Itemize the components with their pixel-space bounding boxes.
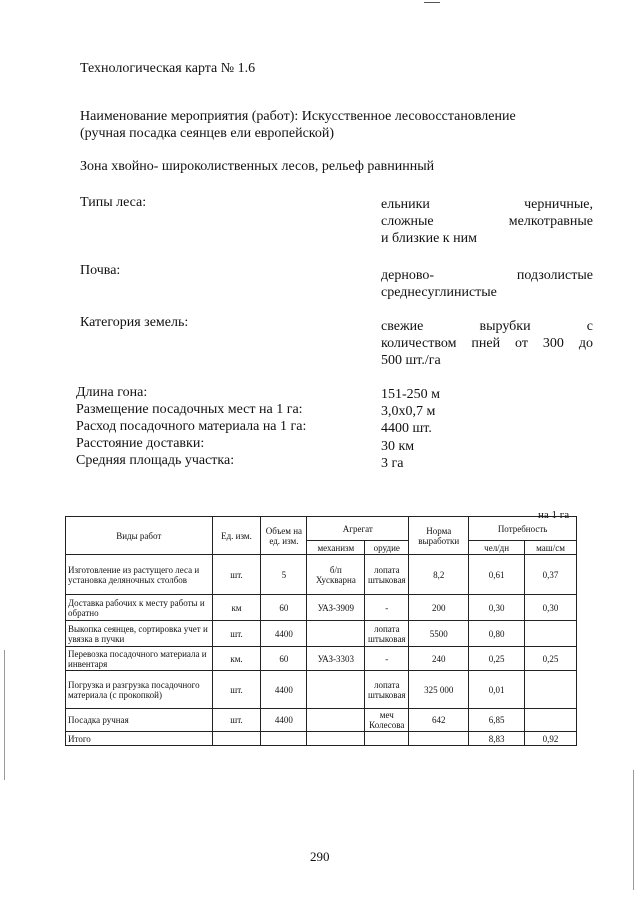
cell-empty (409, 732, 469, 746)
soil-line-1: дерново- подзолистые (381, 268, 593, 283)
document-title: Технологическая карта № 1.6 (80, 61, 256, 76)
cell-machine-shifts (525, 621, 577, 647)
soil-label: Почва: (80, 263, 121, 278)
cell-mechanism: УАЗ-3909 (307, 595, 365, 621)
forest-types-line-2: сложные мелкотравные (381, 214, 593, 229)
scan-mark-left (4, 650, 5, 780)
forest-types-label: Типы леса: (80, 195, 147, 210)
cell-empty (307, 732, 365, 746)
param-label-area: Средняя площадь участка: (76, 453, 235, 468)
param-value-consumption: 4400 шт. (381, 421, 432, 436)
cell-mechanism (307, 621, 365, 647)
cell-tool: - (365, 647, 409, 671)
cell-man-days: 0,30 (469, 595, 525, 621)
table-total-row (66, 732, 577, 746)
cell-mechanism (307, 709, 365, 732)
cell-mechanism: УАЗ-3303 (307, 647, 365, 671)
cell-man-days: 0,61 (469, 555, 525, 595)
cell-man-days: 0,80 (469, 621, 525, 647)
cell-volume: 4400 (261, 709, 307, 732)
cell-empty (212, 732, 261, 746)
soil-line-2: среднесуглинистые (381, 285, 497, 300)
cell-man-days: 0,01 (469, 671, 525, 709)
land-category-line-3: 500 шт./га (381, 353, 441, 368)
activity-line-1: Наименование мероприятия (работ): Искусственное лесовосстановление (80, 109, 516, 124)
header-volume: Объем на ед. изм. (261, 517, 307, 555)
cell-volume: 5 (261, 555, 307, 595)
cell-unit: шт. (212, 621, 261, 647)
table-unit-note: на 1 га (538, 509, 570, 521)
cell-tool: меч Колесова (365, 709, 409, 732)
header-norm: Норма выработки (409, 517, 469, 555)
cell-work: Выкопка сеянцев, сортировка учет и увязка в пучки (66, 621, 213, 647)
cell-volume: 4400 (261, 621, 307, 647)
header-mechanism: механизм (307, 541, 365, 555)
forest-types-line-3: и близкие к ним (381, 231, 477, 246)
scan-mark-top (424, 2, 440, 3)
table-row (66, 621, 577, 647)
forest-types-line-1: ельники черничные, (381, 197, 593, 212)
cell-volume: 4400 (261, 671, 307, 709)
cell-unit: км (212, 595, 261, 621)
cell-empty (261, 732, 307, 746)
table-row (66, 555, 577, 595)
cell-work: Доставка рабочих к месту работы и обратно (66, 595, 213, 621)
page-number: 290 (310, 849, 330, 864)
cell-unit: шт. (212, 671, 261, 709)
cell-norm: 240 (409, 647, 469, 671)
cell-tool: лопата штыковая (365, 555, 409, 595)
cell-volume: 60 (261, 647, 307, 671)
header-tool: орудие (365, 541, 409, 555)
cell-machine-shifts (525, 671, 577, 709)
cell-work: Погрузка и разгрузка посадочного материала (с прокопкой) (66, 671, 213, 709)
cell-norm: 8,2 (409, 555, 469, 595)
cell-unit: км. (212, 647, 261, 671)
cell-tool: лопата штыковая (365, 671, 409, 709)
cell-machine-shifts (525, 709, 577, 732)
param-value-spacing: 3,0х0,7 м (381, 404, 436, 419)
land-category-line-2: количеством пней от 300 до (381, 336, 593, 351)
cell-total-machine-shifts: 0,92 (525, 732, 577, 746)
cell-unit: шт. (212, 555, 261, 595)
cell-norm: 642 (409, 709, 469, 732)
cell-work: Перевозка посадочного материала и инвентаря (66, 647, 213, 671)
table-row (66, 709, 577, 732)
cell-machine-shifts: 0,25 (525, 647, 577, 671)
land-category-label: Категория земель: (80, 315, 189, 330)
scan-mark-right (633, 770, 634, 890)
header-machine-shifts: маш/см (525, 541, 577, 555)
cell-work: Посадка ручная (66, 709, 213, 732)
param-value-length: 151-250 м (381, 387, 441, 402)
header-aggregate: Агрегат (307, 517, 409, 541)
param-label-distance: Расстояние доставки: (76, 436, 205, 451)
cell-norm: 325 000 (409, 671, 469, 709)
activity-line-2: (ручная посадка сеянцев ели европейской) (80, 126, 335, 141)
header-unit: Ед. изм. (212, 517, 261, 555)
cell-total-label: Итого (66, 732, 213, 746)
param-label-consumption: Расход посадочного материала на 1 га: (76, 419, 307, 434)
cell-total-man-days: 8,83 (469, 732, 525, 746)
param-label-spacing: Размещение посадочных мест на 1 га: (76, 402, 303, 417)
cell-man-days: 6,85 (469, 709, 525, 732)
land-category-line-1: свежие вырубки с (381, 319, 593, 334)
cell-work: Изготовление из растущего леса и установка деляночных столбов (66, 555, 213, 595)
cell-norm: 5500 (409, 621, 469, 647)
table-row (66, 647, 577, 671)
cell-norm: 200 (409, 595, 469, 621)
cell-tool: лопата штыковая (365, 621, 409, 647)
header-work-types: Виды работ (66, 517, 213, 555)
header-need: Потребность (469, 517, 577, 541)
zone-description: Зона хвойно- широколиственных лесов, рельеф равнинный (80, 159, 435, 174)
cell-volume: 60 (261, 595, 307, 621)
cell-unit: шт. (212, 709, 261, 732)
work-table (65, 516, 577, 746)
cell-man-days: 0,25 (469, 647, 525, 671)
cell-mechanism: б/п Хускварна (307, 555, 365, 595)
param-value-distance: 30 км (381, 439, 415, 454)
cell-tool: - (365, 595, 409, 621)
table-row (66, 671, 577, 709)
param-label-length: Длина гона: (76, 385, 148, 400)
cell-empty (365, 732, 409, 746)
param-value-area: 3 га (381, 456, 404, 471)
cell-mechanism (307, 671, 365, 709)
cell-machine-shifts: 0,37 (525, 555, 577, 595)
cell-machine-shifts: 0,30 (525, 595, 577, 621)
table-row (66, 595, 577, 621)
header-man-days: чел/дн (469, 541, 525, 555)
